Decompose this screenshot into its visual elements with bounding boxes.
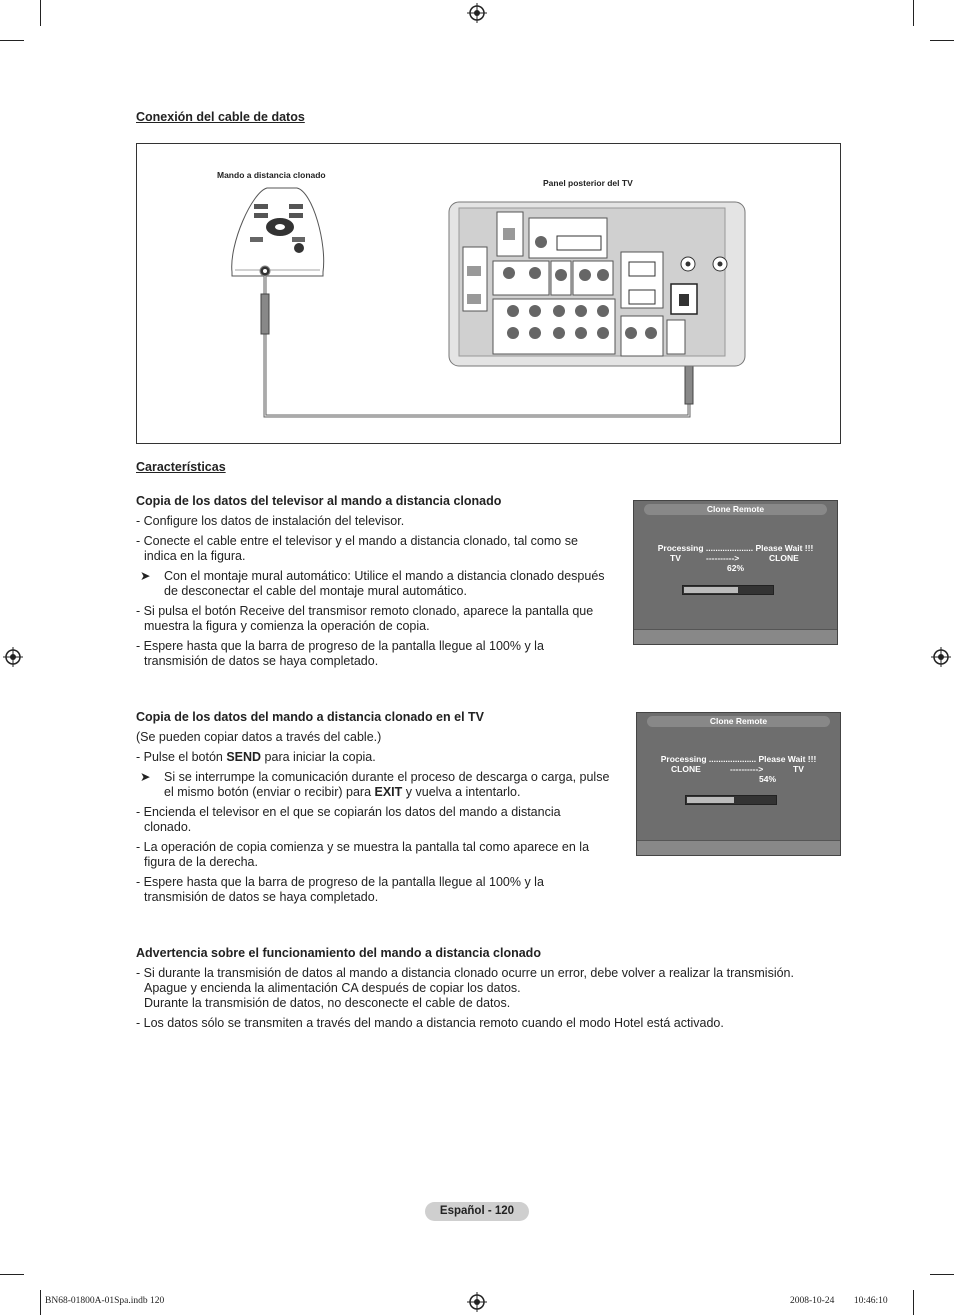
remote-label: Mando a distancia clonado [217, 170, 326, 180]
list-item: - Los datos sólo se transmiten a través del mando a distancia remoto cuando el modo Hotel está activado. [136, 1016, 724, 1030]
list-item: (Se pueden copiar datos a través del cable.) [136, 730, 382, 744]
list-item: figura de la derecha. [144, 855, 258, 869]
note-arrow-icon: ➤ [140, 569, 151, 583]
osd-progress-fill [684, 587, 738, 593]
section-title-connection: Conexión del cable de datos [136, 110, 305, 124]
registration-mark-icon [931, 647, 951, 667]
list-item: clonado. [144, 820, 192, 834]
list-item: transmisión de datos se haya completado. [144, 654, 379, 668]
osd-progress-bar [685, 795, 777, 805]
crop-mark [913, 0, 914, 26]
crop-mark [40, 0, 41, 26]
list-item: - Espere hasta que la barra de progreso de la pantalla llegue al 100% y la [136, 875, 544, 889]
file-imprint: BN68-01800A-01Spa.indb 120 [45, 1296, 165, 1306]
block2-heading: Copia de los datos del mando a distancia clonado en el TV [136, 710, 484, 724]
list-item: el mismo botón (enviar o recibir) para EXIT y vuelva a intentarlo. [164, 785, 521, 799]
tv-back-panel [449, 202, 745, 366]
block1-list [136, 514, 626, 674]
registration-mark-icon [3, 647, 23, 667]
osd-arrow: ----------> [706, 553, 740, 563]
diagram-illustration [137, 144, 840, 443]
list-item: - Espere hasta que la barra de progreso de la pantalla llegue al 100% y la [136, 639, 544, 653]
section-title-features: Características [136, 460, 226, 474]
crop-mark [40, 1290, 41, 1315]
block3-list [136, 966, 836, 1036]
list-item: - Si pulsa el botón Receive del transmisor remoto clonado, aparece la pantalla que [136, 604, 594, 618]
list-item: Durante la transmisión de datos, no desconecte el cable de datos. [144, 996, 511, 1010]
date-imprint: 2008-10-24 ￿￿ 10:46:10 [790, 1296, 888, 1306]
clone-remote-screen-2 [636, 712, 841, 856]
crop-mark [0, 40, 24, 41]
osd-percent: 54% [759, 774, 777, 784]
crop-mark [930, 1274, 954, 1275]
list-item: muestra la figura y comienza la operación de copia. [144, 619, 430, 633]
crop-mark [0, 1274, 24, 1275]
clone-remote-screen-1 [633, 500, 838, 645]
page-number: Español - 120 [425, 1202, 529, 1221]
list-item: - Conecte el cable entre el televisor y el mando a distancia clonado, tal como se [136, 534, 578, 548]
osd-status: Processing .................... Please Wait !!! [660, 754, 817, 764]
list-item: Con el montaje mural automático: Utilice el mando a distancia clonado después [164, 569, 605, 583]
osd-title: Clone Remote [644, 504, 827, 515]
crop-mark [930, 40, 954, 41]
clone-remote-icon [232, 188, 324, 276]
osd-to: CLONE [769, 553, 799, 563]
panel-label: Panel posterior del TV [543, 178, 633, 188]
list-item: - Si durante la transmisión de datos al mando a distancia clonado ocurre un error, debe volver a realizar la transmisión. [136, 966, 794, 980]
registration-mark-icon [467, 3, 487, 23]
connection-diagram [136, 143, 841, 444]
osd-from: TV [670, 553, 681, 563]
list-item: Apague y encienda la alimentación CA después de copiar los datos. [144, 981, 521, 995]
osd-percent: 62% [726, 563, 744, 573]
osd-from: CLONE [671, 764, 701, 774]
list-item: - Encienda el televisor en el que se copiarán los datos del mando a distancia [136, 805, 561, 819]
osd-progress-bar [682, 585, 774, 595]
block1-heading: Copia de los datos del televisor al mando a distancia clonado [136, 494, 502, 508]
osd-footer [634, 629, 837, 644]
osd-footer [637, 840, 840, 855]
list-item: de desconectar el cable del montaje mural automático. [164, 584, 467, 598]
list-item: indica en la figura. [144, 549, 246, 563]
osd-title: Clone Remote [647, 716, 830, 727]
registration-mark-icon [467, 1292, 487, 1312]
list-item: Si se interrumpe la comunicación durante el proceso de descarga o carga, pulse [164, 770, 610, 784]
osd-status: Processing .................... Please Wait !!! [657, 543, 814, 553]
crop-mark [913, 1290, 914, 1315]
list-item: - Configure los datos de instalación del televisor. [136, 514, 405, 528]
list-item: - Pulse el botón SEND para iniciar la copia. [136, 750, 376, 764]
osd-arrow: ----------> [730, 764, 764, 774]
osd-to: TV [793, 764, 804, 774]
block3-heading: Advertencia sobre el funcionamiento del mando a distancia clonado [136, 946, 541, 960]
osd-progress-fill [687, 797, 734, 803]
list-item: - La operación de copia comienza y se muestra la pantalla tal como aparece en la [136, 840, 590, 854]
block2-list [136, 730, 631, 910]
note-arrow-icon: ➤ [140, 770, 151, 784]
list-item: transmisión de datos se haya completado. [144, 890, 379, 904]
